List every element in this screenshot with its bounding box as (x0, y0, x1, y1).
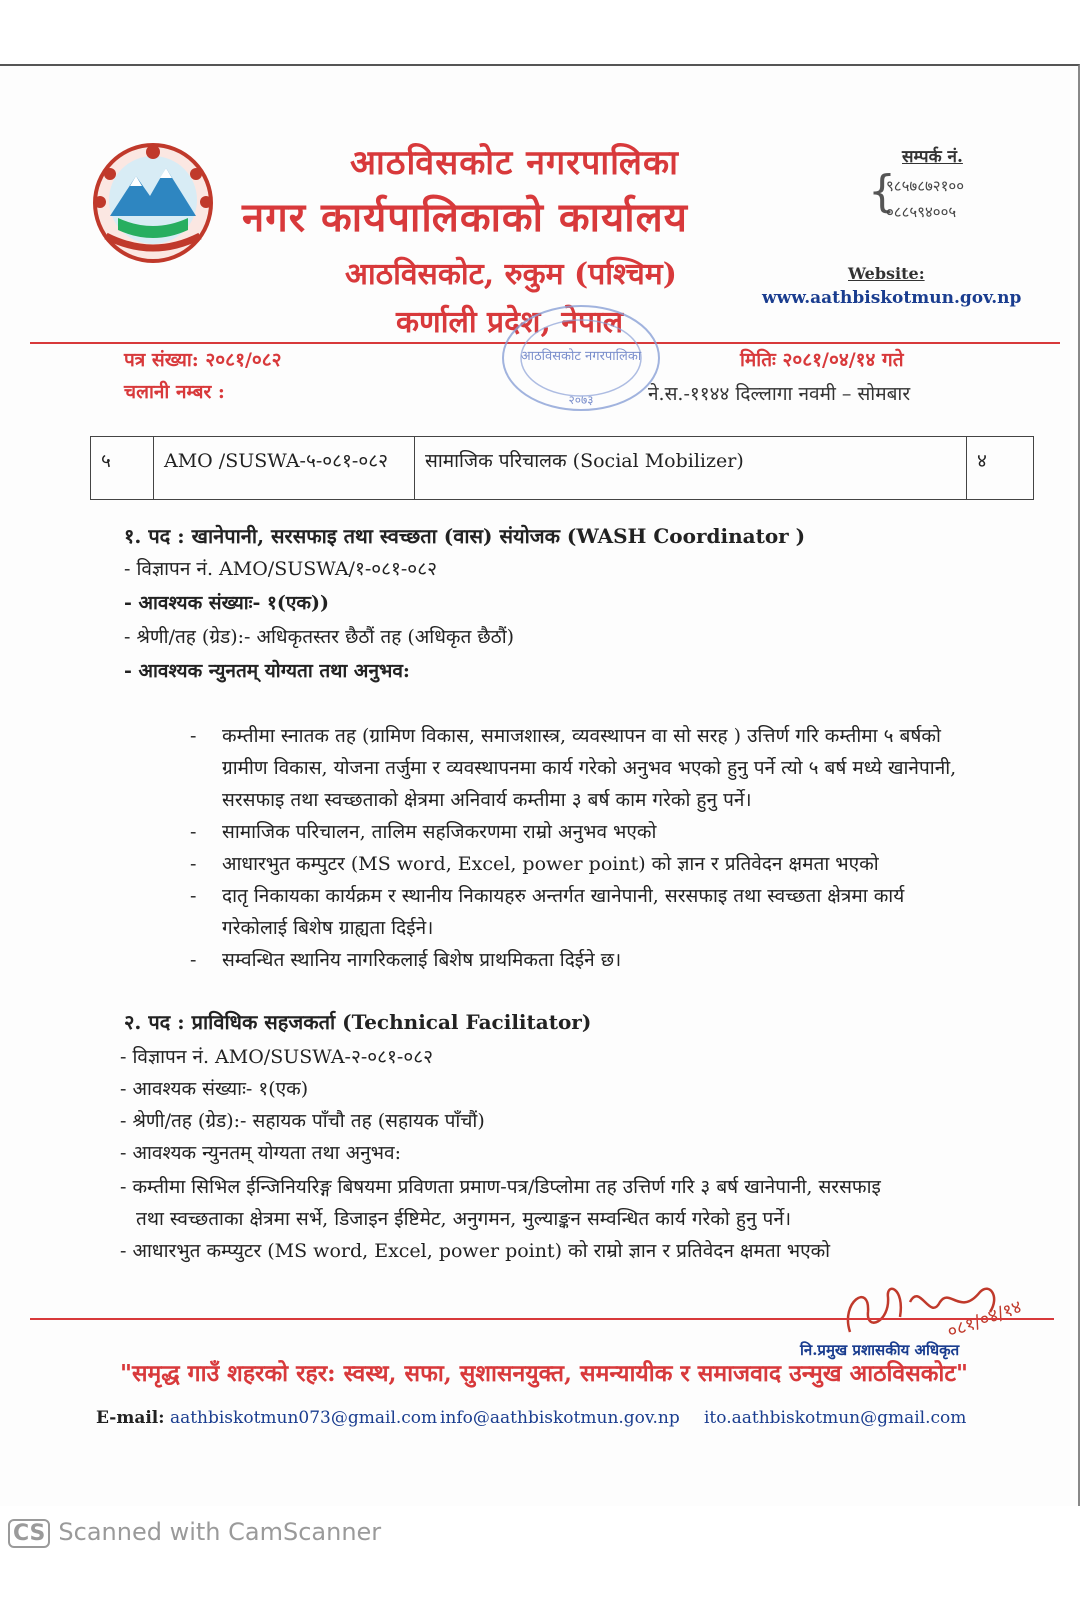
section1-bullet-list (190, 720, 970, 976)
nepal-sambat-date: ने.स.-११४४ दिल्लागा नवमी – सोमबार (648, 383, 911, 405)
province-country: कर्णाली प्रदेश, नेपाल (396, 305, 624, 340)
letter-date: मितिः २०८१/०४/१४ गते (740, 349, 904, 371)
section2-ad-number: - विज्ञापन नं. AMO/SUSWA-२-०८१-०८२ (120, 1046, 433, 1068)
section2-heading: २. पद : प्राविधिक सहजकर्ता (Technical Facilitator) (124, 1010, 592, 1034)
phone-number-2: ०८८५९४००५ (886, 203, 957, 221)
brace-glyph: { (868, 166, 896, 217)
letter-number: पत्र संख्या: २०८१/०८२ (124, 349, 282, 371)
camscanner-watermark (8, 1518, 381, 1548)
footer-slogan: "समृद्ध गाउँ शहरको रहर: स्वस्थ, सफा, सुशासनयुक्त, समन्यायीक र समाजवाद उन्मुख आठविसकोट" (120, 1360, 968, 1387)
email-label: E-mail: (96, 1408, 165, 1428)
list-item: - सम्वन्धित स्थानिय नागरिकलाई बिशेष प्राथमिकता दिईने छ। (190, 949, 622, 971)
nepal-emblem-logo (88, 138, 218, 268)
website-link[interactable]: www.aathbiskotmun.gov.np (762, 288, 1022, 308)
email-link[interactable]: ito.aathbiskotmun@gmail.com (704, 1408, 967, 1428)
municipality-name: आठविसकोट नगरपालिका (350, 143, 679, 183)
footer-email-1 (96, 1408, 437, 1428)
camscanner-logo-icon: CS (8, 1519, 50, 1548)
section1-heading: १. पद : खानेपानी, सरसफाइ तथा स्वच्छता (वास) संयोजक (WASH Coordinator ) (124, 524, 806, 548)
watermark-text: Scanned with CamScanner (58, 1518, 382, 1546)
section2-qualification-1: - कम्तीमा सिभिल ईन्जिनियरिङ्ग बिषयमा प्रविणता प्रमाण-पत्र/डिप्लोमा तह उत्तिर्ण गरि ३ बर्ष खानेपानी, सरसफाइ (120, 1176, 881, 1198)
table-cell-serial: ५ (91, 437, 154, 500)
table-cell-code: AMO /SUSWA-५-०८१-०८२ (154, 437, 415, 500)
handwritten-signature (830, 1262, 1030, 1352)
section2-qualification-2: - आधारभुत कम्प्युटर (MS word, Excel, power point) को राम्रो ज्ञान र प्रतिवेदन क्षमता भएको (120, 1240, 831, 1262)
table-cell-count: ४ (967, 437, 1034, 500)
list-item: - आधारभुत कम्पुटर (MS word, Excel, power point) को ज्ञान र प्रतिवेदन क्षमता भएको (190, 853, 879, 875)
office-name: नगर कार्यपालिकाको कार्यालय (242, 194, 688, 241)
signature-date: ०८१/०४/१४ (944, 1296, 1025, 1343)
email-link[interactable]: aathbiskotmun073@gmail.com (169, 1408, 438, 1428)
dispatch-number: चलानी नम्बर : (124, 381, 225, 403)
section2-grade: - श्रेणी/तह (ग्रेड):- सहायक पाँचौ तह (सहायक पाँचौं) (120, 1110, 485, 1132)
section2-qualification-1b: तथा स्वच्छताका क्षेत्रमा सर्भे, डिजाइन ईष्टिमेट, अनुगमन, मुल्याङ्कन सम्वन्धित कार्य गरेको हुनु पर्ने। (136, 1208, 792, 1230)
list-item: - दातृ निकायका कार्यक्रम र स्थानीय निकायहरु अन्तर्गत खानेपानी, सरसफाइ तथा स्वच्छता क्षेत्रमा कार्य गरेकोलाई बिशेष ग्राह्यता दिईने। (190, 885, 905, 939)
letter-page (0, 64, 1080, 1506)
section1-grade: - श्रेणी/तह (ग्रेड):- अधिकृतस्तर छैठौं तह (अधिकृत छैठौं) (124, 626, 515, 648)
table-row (91, 437, 1034, 500)
phone-number-1: ९८५७८७२१०० (886, 177, 965, 195)
section2-qualification-label: - आवश्यक न्युनतम् योग्यता तथा अनुभव: (120, 1142, 401, 1164)
stamp-year: २०७३ (568, 393, 594, 407)
office-stamp (496, 298, 666, 418)
post-table (90, 436, 1034, 500)
table-cell-post: सामाजिक परिचालक (Social Mobilizer) (415, 437, 967, 500)
stamp-text: आठविसकोट नगरपालिका (520, 349, 642, 364)
list-item: - कम्तीमा स्नातक तह (ग्रामिण विकास, समाजशास्त्र, व्यवस्थापन वा सो सरह ) उत्तिर्ण गरि कम्तीमा ५ बर्षको ग्रामीण विकास, योजना तर्जुमा र व्यवस्थापनमा कार्य गरेको अनुभव भएको हुनु पर्ने त्यो ५ बर्ष मध्ये खानेपानी, सरसफाइ तथा स्वच्छताको क्षेत्रमा अनिवार्य कम्तीमा ३ बर्ष काम गरेको हुनु पर्ने। (190, 725, 957, 811)
section1-required-count: - आवश्यक संख्याः- १(एक)) (124, 592, 329, 614)
section2-required-count: - आवश्यक संख्याः- १(एक) (120, 1078, 309, 1100)
signatory-title: नि.प्रमुख प्रशासकीय अधिकृत (800, 1341, 960, 1359)
section1-qualification-label: - आवश्यक न्युनतम् योग्यता तथा अनुभव: (124, 660, 410, 682)
office-address: आठविसकोट, रुकुम (पश्चिम) (345, 257, 677, 292)
website-label: Website: (848, 264, 925, 283)
section1-ad-number: - विज्ञापन नं. AMO/SUSWA/१-०८१-०८२ (124, 558, 437, 580)
contact-label: सम्पर्क नं. (902, 147, 963, 167)
email-link[interactable]: info@aathbiskotmun.gov.np (440, 1408, 680, 1428)
list-item: - सामाजिक परिचालन, तालिम सहजिकरणमा राम्रो अनुभव भएको (190, 821, 657, 843)
footer-divider (30, 1318, 1054, 1320)
